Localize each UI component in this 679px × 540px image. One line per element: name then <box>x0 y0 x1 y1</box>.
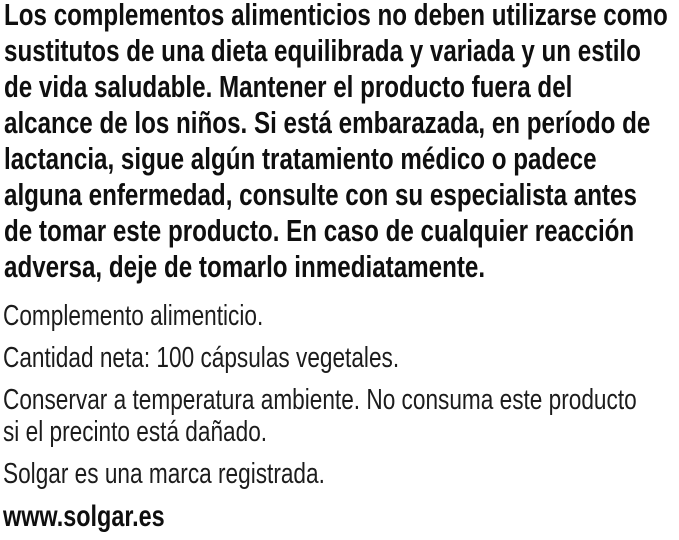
statement-line: Solgar es una marca registrada. <box>3 457 325 490</box>
storage-warning <box>3 385 679 448</box>
warning-line: de tomar este producto. En caso de cualquier reacción <box>4 213 635 248</box>
warning-line: alguna enfermedad, consulte con su especialista antes <box>4 177 637 212</box>
warning-line: sustitutos de una dieta equilibrada y variada y un estilo <box>4 33 641 68</box>
statement-line: Cantidad neta: 100 cápsulas vegetales. <box>3 342 400 374</box>
warning-line: de vida saludable. Mantener el producto fuera del <box>4 69 573 104</box>
statement-line: Conservar a temperatura ambiente. No consuma este producto <box>3 384 637 416</box>
trademark-note <box>3 459 679 491</box>
warning-line: lactancia, sigue algún tratamiento médico o padece <box>4 141 597 176</box>
warning-line: alcance de los niños. Si está embarazada, en período de <box>4 105 651 140</box>
statement-line: si el precinto está dañado. <box>3 415 268 448</box>
warning-paragraph <box>4 0 679 285</box>
website-url: www.solgar.es <box>3 499 165 533</box>
supplement-statement <box>3 301 679 333</box>
statement-line: Complemento alimenticio. <box>3 300 264 332</box>
warning-line: adversa, deje de tomarlo inmediatamente. <box>4 249 486 284</box>
net-quantity <box>3 343 679 375</box>
warning-line: Los complementos alimenticios no deben utilizarse como <box>4 0 668 32</box>
label-info-block <box>3 301 679 533</box>
